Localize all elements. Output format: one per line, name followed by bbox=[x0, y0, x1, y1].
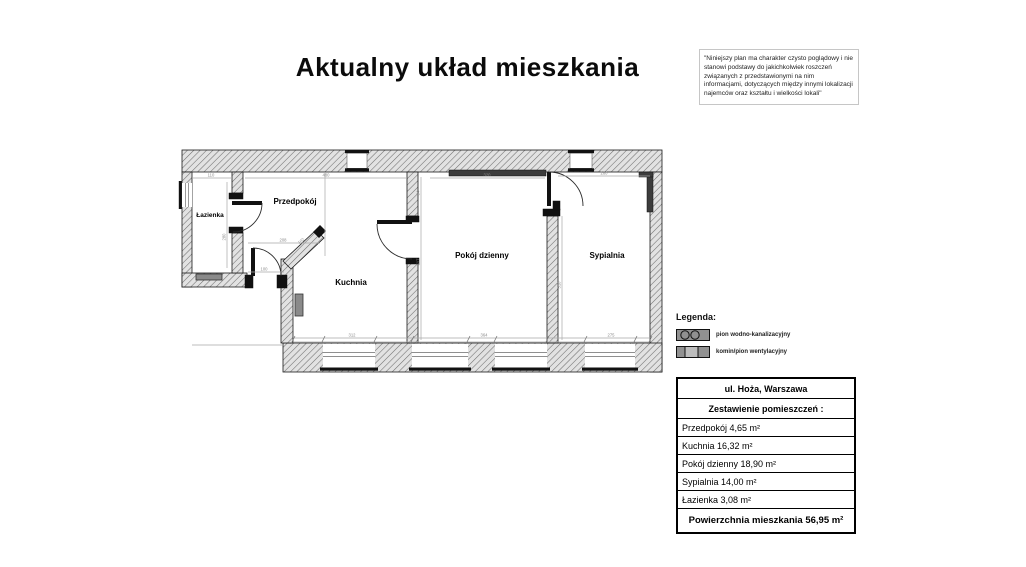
dimension-label: 102 bbox=[296, 236, 306, 246]
bathroom-window-opening bbox=[182, 183, 192, 207]
bedroom-door-jamb-v bbox=[553, 201, 560, 210]
table-address: ul. Hoża, Warszawa bbox=[678, 379, 854, 399]
vent-shaft-2-cap bbox=[568, 168, 594, 171]
water-sewage-riser-icon bbox=[676, 329, 710, 341]
legend-label: pion wodno-kanalizacyjny bbox=[716, 332, 791, 338]
kitchen-west-wall bbox=[281, 259, 293, 343]
living-window-1-opening bbox=[412, 344, 468, 368]
room-label-przedpok-j: Przedpokój bbox=[273, 197, 317, 206]
room-label-kuchnia: Kuchnia bbox=[335, 278, 367, 287]
kitchen-window-sill bbox=[320, 368, 378, 371]
kitchen-door-leaf bbox=[377, 220, 412, 224]
legend-item-vent-chimney bbox=[676, 346, 790, 358]
room-label-sypialnia: Sypialnia bbox=[589, 251, 625, 260]
table-total-area: Powierzchnia mieszkania 56,95 m² bbox=[688, 515, 844, 526]
dimension-label: 280 bbox=[221, 233, 227, 241]
kitchen-window bbox=[320, 344, 378, 371]
living-window-2-opening bbox=[495, 344, 547, 368]
living-window-2-sill bbox=[492, 368, 550, 371]
bedroom-window bbox=[582, 344, 638, 371]
bedroom-door bbox=[547, 172, 583, 206]
table-row-przedpokoj: Przedpokój 4,65 m² bbox=[678, 419, 854, 437]
table-row-kuchnia: Kuchnia 16,32 m² bbox=[678, 437, 854, 455]
vent-shaft-1-box bbox=[347, 153, 367, 168]
dimension-label: 510 bbox=[556, 281, 562, 289]
living-bedroom-wall bbox=[547, 216, 558, 343]
vent-shaft-1-cap bbox=[345, 168, 369, 171]
bedroom-window-opening bbox=[585, 344, 635, 368]
vent-shaft-2-box bbox=[570, 153, 592, 168]
table-subtitle: Zestawienie pomieszczeń : bbox=[678, 399, 854, 419]
bathroom-counter bbox=[196, 274, 222, 280]
dimension-label: 54 bbox=[415, 190, 421, 196]
dimension-label: 110 bbox=[207, 172, 215, 178]
bath-right-wall-upper bbox=[232, 172, 243, 193]
kitchen-door-swing-arc bbox=[377, 224, 412, 259]
dimension-label: 280 bbox=[600, 170, 608, 176]
living-window-2 bbox=[492, 344, 550, 371]
dimension-label: 480 bbox=[322, 172, 330, 178]
entry-door-jamb-left bbox=[245, 275, 253, 288]
entry-door-jamb-right bbox=[277, 275, 287, 288]
living-window-1 bbox=[409, 344, 471, 371]
bath-right-wall-lower bbox=[232, 233, 243, 273]
dimension-label: 275 bbox=[607, 332, 615, 338]
legend-label: komin/pion wentylacyjny bbox=[716, 349, 788, 355]
kitchen-door bbox=[377, 220, 412, 259]
dimension-label: 312 bbox=[348, 332, 356, 338]
vent-shaft-1-cap bbox=[345, 150, 369, 153]
page-title: Aktualny układ mieszkania bbox=[295, 52, 640, 82]
bath-door-jamb-top bbox=[229, 193, 243, 199]
dimension-label: 364 bbox=[480, 332, 488, 338]
dimension-label: 320 bbox=[483, 172, 491, 178]
room-label-pok-j-dzienny: Pokój dzienny bbox=[455, 251, 509, 260]
bedroom-right-beam-v bbox=[647, 172, 653, 212]
dimension-label: 208 bbox=[279, 237, 287, 243]
kitchen-riser bbox=[295, 294, 303, 316]
bedroom-door-leaf bbox=[547, 172, 551, 206]
legend bbox=[676, 312, 790, 363]
table-row-lazienka: Łazienka 3,08 m² bbox=[678, 491, 854, 509]
vent-shaft-2 bbox=[568, 150, 594, 172]
kitchen-living-wall-lower bbox=[407, 263, 418, 343]
vent-chimney-icon bbox=[676, 346, 710, 358]
dimension-label: 517 bbox=[415, 258, 421, 266]
bathroom-window bbox=[179, 181, 192, 209]
kitchen-window-opening bbox=[323, 344, 375, 368]
bathroom-door-leaf bbox=[232, 201, 262, 205]
table-row-sypialnia: Sypialnia 14,00 m² bbox=[678, 473, 854, 491]
legend-item-water-riser bbox=[676, 329, 790, 341]
bathroom-window-sill bbox=[179, 181, 182, 209]
area-summary-table bbox=[676, 377, 856, 534]
floor-plan bbox=[178, 146, 666, 378]
vent-shaft-2-cap bbox=[568, 150, 594, 153]
bedroom-window-sill bbox=[582, 368, 638, 371]
living-top-beam bbox=[449, 170, 546, 176]
table-row-pokoj-dzienny: Pokój dzienny 18,90 m² bbox=[678, 455, 854, 473]
dimension-label: 100 bbox=[260, 266, 268, 272]
room-label--azienka: Łazienka bbox=[196, 212, 224, 219]
vent-shaft-1 bbox=[345, 150, 369, 172]
disclaimer-note: "Niniejszy plan ma charakter czysto poglądowy i nie stanowi podstawy do jakichkolwiek roszczeń związanych z przedstawionymi na nim informacjami, dotyczących między innymi lokalizacji najemców oraz kształtu i wielkości lokali" bbox=[699, 49, 859, 105]
living-window-1-sill bbox=[409, 368, 471, 371]
legend-title: Legenda: bbox=[676, 312, 717, 322]
